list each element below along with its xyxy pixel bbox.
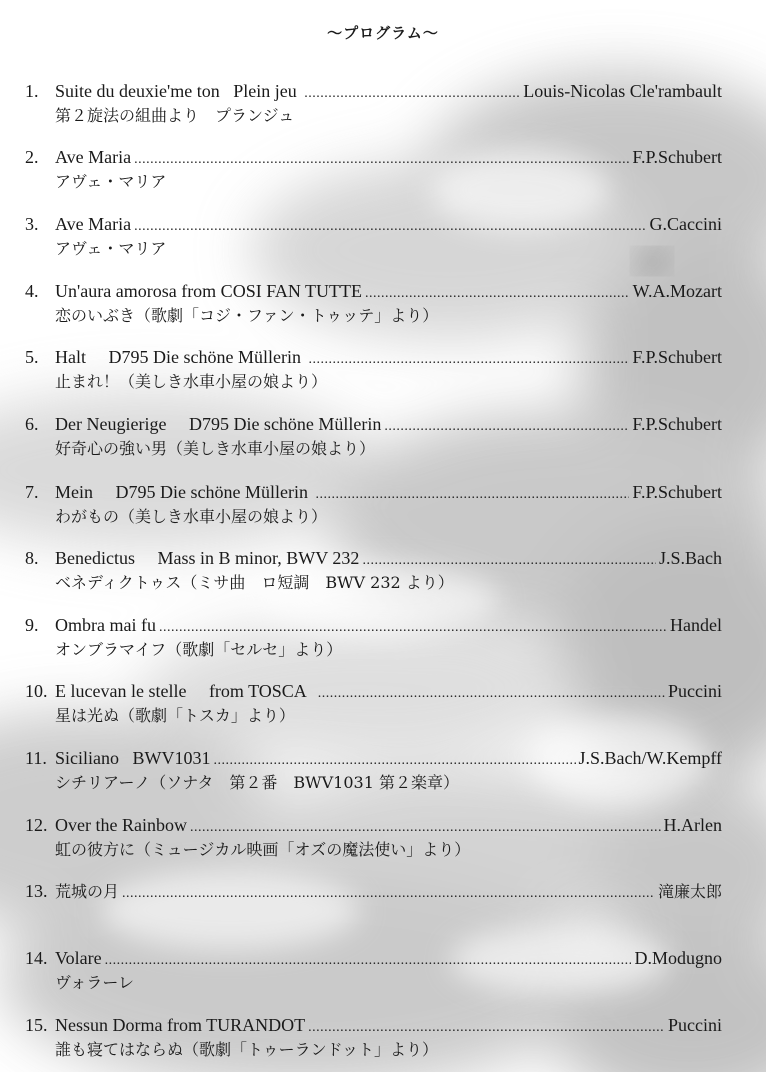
japanese-title: オンブラマイフ（歌劇「セルセ」より） (55, 640, 343, 659)
program-item (25, 947, 722, 994)
program-item (25, 481, 722, 528)
program-item (25, 880, 722, 905)
composer-name: W.A.Mozart (632, 281, 722, 301)
item-number: 9. (25, 615, 39, 635)
composer-name: H.Arlen (663, 815, 722, 835)
program-item (25, 80, 722, 127)
program-item (25, 1014, 722, 1061)
program-item (25, 146, 722, 193)
dot-leader (308, 1017, 665, 1039)
dot-leader (365, 283, 630, 305)
dot-leader (304, 83, 520, 105)
piece-title: Un'aura amorosa from COSI FAN TUTTE (55, 281, 363, 301)
composer-name: F.P.Schubert (632, 482, 722, 502)
dot-leader (214, 750, 576, 772)
item-number: 10. (25, 681, 48, 701)
japanese-title: 第２旋法の組曲より プランジュ (55, 106, 295, 125)
dot-leader (384, 416, 629, 438)
japanese-title: 虹の彼方に（ミュージカル映画「オズの魔法使い」より） (55, 840, 471, 859)
program-item (25, 213, 722, 260)
program-item (25, 346, 722, 393)
program-title: 〜プログラム〜 (327, 24, 439, 42)
piece-title: Siciliano BWV1031 (55, 748, 211, 768)
composer-name: Handel (670, 615, 722, 635)
item-number: 7. (25, 482, 39, 502)
item-number: 4. (25, 281, 39, 301)
program-item (25, 747, 722, 794)
piece-title: Ave Maria (55, 214, 132, 234)
program-item (25, 547, 722, 594)
dot-leader (105, 950, 632, 972)
composer-name: J.S.Bach (659, 548, 722, 568)
item-number: 11. (25, 748, 47, 768)
japanese-title: 恋のいぶき（歌劇「コジ・ファン・トゥッテ」より） (55, 306, 439, 325)
item-number: 1. (25, 81, 39, 101)
composer-name: D.Modugno (634, 948, 722, 968)
dot-leader (122, 883, 655, 905)
japanese-title: シチリアーノ（ソナタ 第２番 BWV1031 第２楽章） (55, 773, 459, 792)
composer-name: F.P.Schubert (632, 147, 722, 167)
piece-title: 荒城の月 (55, 882, 120, 901)
piece-title: E lucevan le stelle from TOSCA (55, 681, 315, 701)
program-item (25, 614, 722, 661)
piece-title: Volare (55, 948, 102, 968)
piece-title: Ave Maria (55, 147, 132, 167)
japanese-title: アヴェ・マリア (55, 172, 167, 191)
japanese-title: 誰も寝てはならぬ（歌劇「トゥーランドット」より） (55, 1040, 438, 1059)
dot-leader (159, 617, 667, 639)
composer-name: F.P.Schubert (632, 347, 722, 367)
piece-title: Ombra mai fu (55, 615, 156, 635)
program-item (25, 413, 722, 460)
item-number: 3. (25, 214, 39, 234)
composer-name: G.Caccini (649, 214, 722, 234)
piece-title: Mein D795 Die schöne Müllerin (55, 482, 313, 502)
item-number: 12. (25, 815, 48, 835)
composer-name: F.P.Schubert (632, 414, 722, 434)
piece-title: Der Neugierige D795 Die schöne Müllerin (55, 414, 382, 434)
composer-name: Louis-Nicolas Cle'rambault (523, 81, 722, 101)
japanese-title: 止まれ！（美しき水車小屋の娘より） (55, 372, 328, 391)
item-number: 2. (25, 147, 39, 167)
composer-name: J.S.Bach/W.Kempff (578, 748, 722, 768)
item-number: 13. (25, 881, 48, 901)
composer-name: Puccini (668, 1015, 722, 1035)
item-number: 6. (25, 414, 39, 434)
dot-leader (308, 349, 629, 371)
dot-leader (315, 484, 629, 506)
dot-leader (190, 817, 661, 839)
japanese-title: ベネディクトゥス（ミサ曲 ロ短調 BWV 232 より） (55, 573, 454, 592)
program-item (25, 280, 722, 327)
japanese-title: 好奇心の強い男（美しき水車小屋の娘より） (55, 439, 376, 458)
item-number: 14. (25, 948, 48, 968)
dot-leader (318, 683, 665, 705)
item-number: 15. (25, 1015, 48, 1035)
program-item (25, 814, 722, 861)
piece-title: Benedictus Mass in B minor, BWV 232 (55, 548, 360, 568)
composer-name: 滝廉太郎 (657, 882, 722, 901)
dot-leader (134, 149, 629, 171)
dot-leader (134, 216, 646, 238)
item-number: 5. (25, 347, 39, 367)
piece-title: Suite du deuxie'me ton Plein jeu (55, 81, 302, 101)
program-item (25, 680, 722, 727)
japanese-title: わがもの（美しき水車小屋の娘より） (55, 507, 328, 526)
item-number: 8. (25, 548, 39, 568)
piece-title: Nessun Dorma from TURANDOT (55, 1015, 306, 1035)
japanese-title: アヴェ・マリア (55, 239, 167, 258)
japanese-title: 星は光ぬ（歌劇「トスカ」より） (55, 706, 295, 725)
piece-title: Halt D795 Die schöne Müllerin (55, 347, 306, 367)
japanese-title: ヴォラーレ (55, 973, 135, 992)
piece-title: Over the Rainbow (55, 815, 187, 835)
composer-name: Puccini (668, 681, 722, 701)
dot-leader (362, 550, 656, 572)
